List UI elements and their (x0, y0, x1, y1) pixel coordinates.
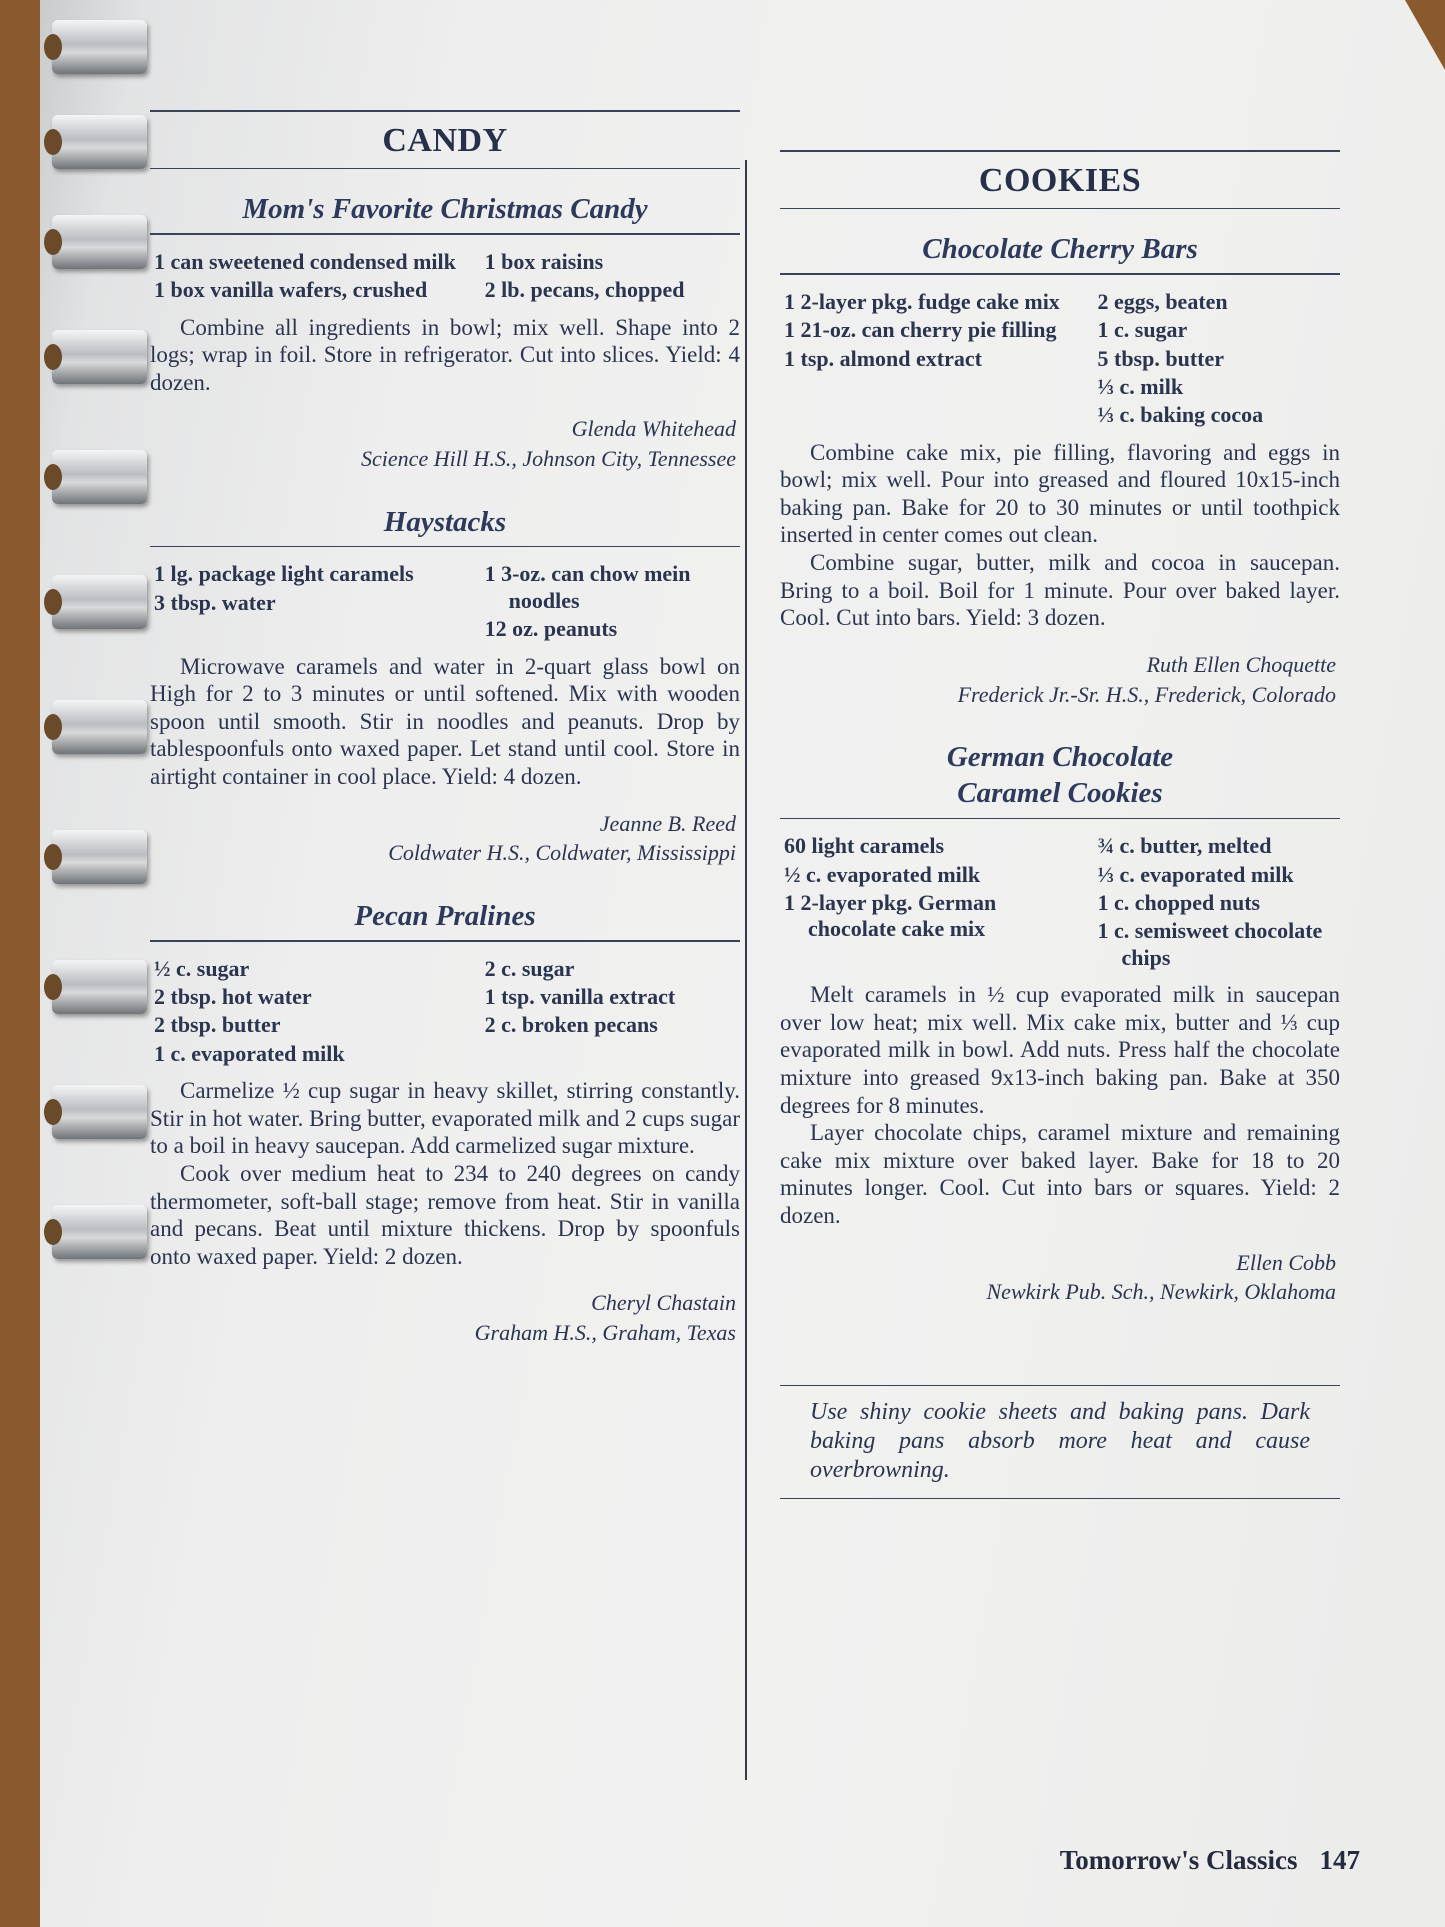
recipe (150, 482, 740, 876)
ingredient-column (784, 289, 1087, 431)
ingredient-column (485, 956, 734, 1070)
direction-paragraph: Microwave caramels and water in 2-quart glass bowl on High for 2 to 3 minutes or until softened. Mix with wooden spoon until smooth. Stir in noodles and peanuts. Drop by tablespoonfuls onto waxed paper. Let stand until cool. Store in airtight container in cool place. Yield: 4 dozen. (150, 653, 740, 789)
ingredient-item: 3 tbsp. water (154, 589, 276, 615)
recipe-title-line: Caramel Cookies (957, 777, 1163, 810)
contributor-school: Newkirk Pub. Sch., Newkirk, Oklahoma (986, 1279, 1336, 1305)
direction-paragraph: Combine sugar, butter, milk and cocoa in saucepan. Bring to a boil. Boil for 1 minute. Pour over baked layer. Cool. Cut into bars. Yield: 3 dozen. (780, 550, 1340, 631)
ingredient-item: 2 lb. pecans, chopped (484, 277, 685, 303)
recipe-title-line: Mom's Favorite Christmas Candy (242, 193, 648, 225)
recipe-credit (780, 632, 1340, 717)
left-column (150, 110, 740, 1356)
binding-ring (52, 830, 147, 884)
ingredient-item: 60 light caramels (784, 833, 945, 859)
ingredient-column (485, 561, 734, 644)
contributor-name: Glenda Whitehead (571, 416, 736, 442)
recipe-list (150, 169, 740, 1356)
direction-paragraph: Cook over medium heat to 234 to 240 degrees on candy thermometer, soft-ball stage; remove from heat. Stir in vanilla and pecans. Beat until mixture thickens. Drop by spoonfuls onto waxed paper. Yield: 2 dozen. (150, 1161, 740, 1269)
contributor-name: Ruth Ellen Choquette (1146, 651, 1336, 677)
recipe-list (780, 209, 1340, 1315)
ingredient-item: 1 c. chopped nuts (1097, 890, 1261, 916)
page-footer (1060, 1845, 1360, 1876)
recipe (150, 169, 740, 482)
ingredient-item: ¾ c. butter, melted (1097, 833, 1272, 859)
ingredient-item: 1 2-layer pkg. fudge cake mix (784, 288, 1060, 314)
binding-ring (52, 330, 147, 384)
page-number: 147 (1319, 1845, 1360, 1875)
recipe (780, 717, 1340, 1315)
ingredient-item: 2 tbsp. hot water (154, 984, 312, 1010)
recipe-credit (780, 1230, 1340, 1315)
recipe-title-line: Haystacks (383, 505, 507, 538)
ingredient-item: 1 c. sugar (1097, 317, 1188, 343)
ingredient-item: 1 can sweetened condensed milk (154, 248, 456, 274)
directions (150, 1077, 740, 1270)
contributor-name: Jeanne B. Reed (599, 810, 736, 836)
recipe-title (150, 482, 740, 546)
ingredient-item: 2 c. broken pecans (484, 1012, 658, 1038)
directions (150, 314, 740, 397)
column-divider (745, 160, 747, 1780)
baking-tip: Use shiny cookie sheets and baking pans. Dark baking pans absorb more heat and cause overbrowning. (780, 1385, 1340, 1499)
ingredient-item: ⅓ c. evaporated milk (1097, 861, 1294, 887)
directions (150, 653, 740, 791)
ingredient-item: 1 c. semisweet chocolate chips (1097, 918, 1323, 970)
recipe-title-line: Chocolate Cherry Bars (922, 233, 1198, 265)
book-title: Tomorrow's Classics (1059, 1845, 1298, 1875)
ingredient-item: 1 tsp. almond extract (784, 345, 982, 371)
ingredient-item: 1 lg. package light caramels (154, 561, 414, 587)
ingredient-item: 1 2-layer pkg. German chocolate cake mix (784, 890, 997, 942)
ingredient-item: 1 tsp. vanilla extract (484, 984, 676, 1010)
ingredient-item: 2 c. sugar (484, 955, 575, 981)
binding-ring (52, 450, 147, 504)
ingredient-column (1098, 289, 1335, 431)
ingredient-item: 2 tbsp. butter (154, 1012, 281, 1038)
category-title: CANDY (382, 121, 508, 159)
ingredient-item: 1 box raisins (484, 248, 604, 274)
category-title: COOKIES (978, 161, 1142, 199)
recipe-title (780, 209, 1340, 273)
ingredients (780, 275, 1340, 439)
directions (780, 439, 1340, 632)
recipe-title (780, 717, 1340, 818)
contributor-school: Coldwater H.S., Coldwater, Mississippi (388, 840, 736, 866)
ingredient-column (485, 249, 734, 306)
contributor-name: Cheryl Chastain (591, 1290, 736, 1316)
ingredient-item: ⅓ c. milk (1097, 373, 1184, 399)
binding-ring (52, 575, 147, 629)
ingredient-column (154, 561, 473, 644)
ingredient-column (1098, 833, 1335, 973)
directions (780, 981, 1340, 1229)
direction-paragraph: Layer chocolate chips, caramel mixture and remaining cake mix mixture over baked layer. Bake for 18 to 20 minutes longer. Cool. Cut into bars or squares. Yield: 2 dozen. (780, 1120, 1340, 1228)
ingredients (150, 547, 740, 652)
ingredient-item: ⅓ c. baking cocoa (1097, 402, 1264, 428)
ingredients (780, 819, 1340, 981)
ingredient-item: 1 c. evaporated milk (154, 1040, 345, 1066)
contributor-name: Ellen Cobb (1236, 1249, 1336, 1275)
contributor-school: Science Hill H.S., Johnson City, Tennessee (361, 446, 736, 471)
ingredient-item: 1 box vanilla wafers, crushed (154, 277, 428, 303)
contributor-school: Frederick Jr.-Sr. H.S., Frederick, Colorado (957, 681, 1336, 707)
direction-paragraph: Melt caramels in ½ cup evaporated milk in saucepan over low heat; mix well. Mix cake mix, butter and ⅓ cup evaporated milk in bowl. Add nuts. Press half the chocolate mixture into greased 9x13-inch baking pan. Bake at 350 degrees for 8 minutes. (780, 982, 1340, 1118)
binding-ring (52, 960, 147, 1014)
recipe-credit (150, 396, 740, 481)
ingredient-item: 5 tbsp. butter (1097, 345, 1225, 371)
recipe-title (150, 169, 740, 233)
ingredient-item: 1 3-oz. can chow mein noodles (484, 561, 691, 613)
ingredient-column (784, 833, 1087, 973)
recipe-credit (150, 791, 740, 876)
contributor-school: Graham H.S., Graham, Texas (474, 1320, 736, 1346)
direction-paragraph: Carmelize ½ cup sugar in heavy skillet, stirring constantly. Stir in hot water. Bring butter, evaporated milk and 2 cups sugar to a boil in heavy saucepan. Add carmelized sugar mixture. (150, 1078, 740, 1159)
binding-ring (52, 1205, 147, 1259)
ingredient-column (154, 956, 473, 1070)
recipe-credit (150, 1270, 740, 1355)
ingredient-item: 1 21-oz. can cherry pie filling (784, 317, 1057, 343)
ingredients (150, 235, 740, 314)
ingredient-item: 2 eggs, beaten (1097, 288, 1228, 314)
right-column (780, 150, 1340, 1499)
binding-ring (52, 700, 147, 754)
binding-ring (52, 1085, 147, 1139)
ingredient-item: ½ c. evaporated milk (784, 861, 981, 887)
binding-ring (52, 115, 147, 169)
recipe (150, 876, 740, 1356)
ingredient-item: ½ c. sugar (154, 955, 250, 981)
recipe-title (150, 876, 740, 940)
binding-ring (52, 20, 147, 74)
ingredients (150, 942, 740, 1078)
direction-paragraph: Combine cake mix, pie filling, flavoring and eggs in bowl; mix well. Pour into greased and floured 10x15-inch baking pan. Bake for 20 to 30 minutes or until toothpick inserted in center comes out clean. (780, 439, 1340, 548)
ingredient-item: 12 oz. peanuts (484, 616, 618, 642)
ingredient-column (154, 249, 473, 306)
recipe-title-line: German Chocolate (946, 741, 1174, 774)
recipe (780, 209, 1340, 717)
direction-paragraph: Combine all ingredients in bowl; mix well. Shape into 2 logs; wrap in foil. Store in refrigerator. Cut into slices. Yield: 4 dozen. (150, 314, 740, 395)
binding-ring (52, 215, 147, 269)
recipe-title-line: Pecan Pralines (354, 899, 536, 932)
